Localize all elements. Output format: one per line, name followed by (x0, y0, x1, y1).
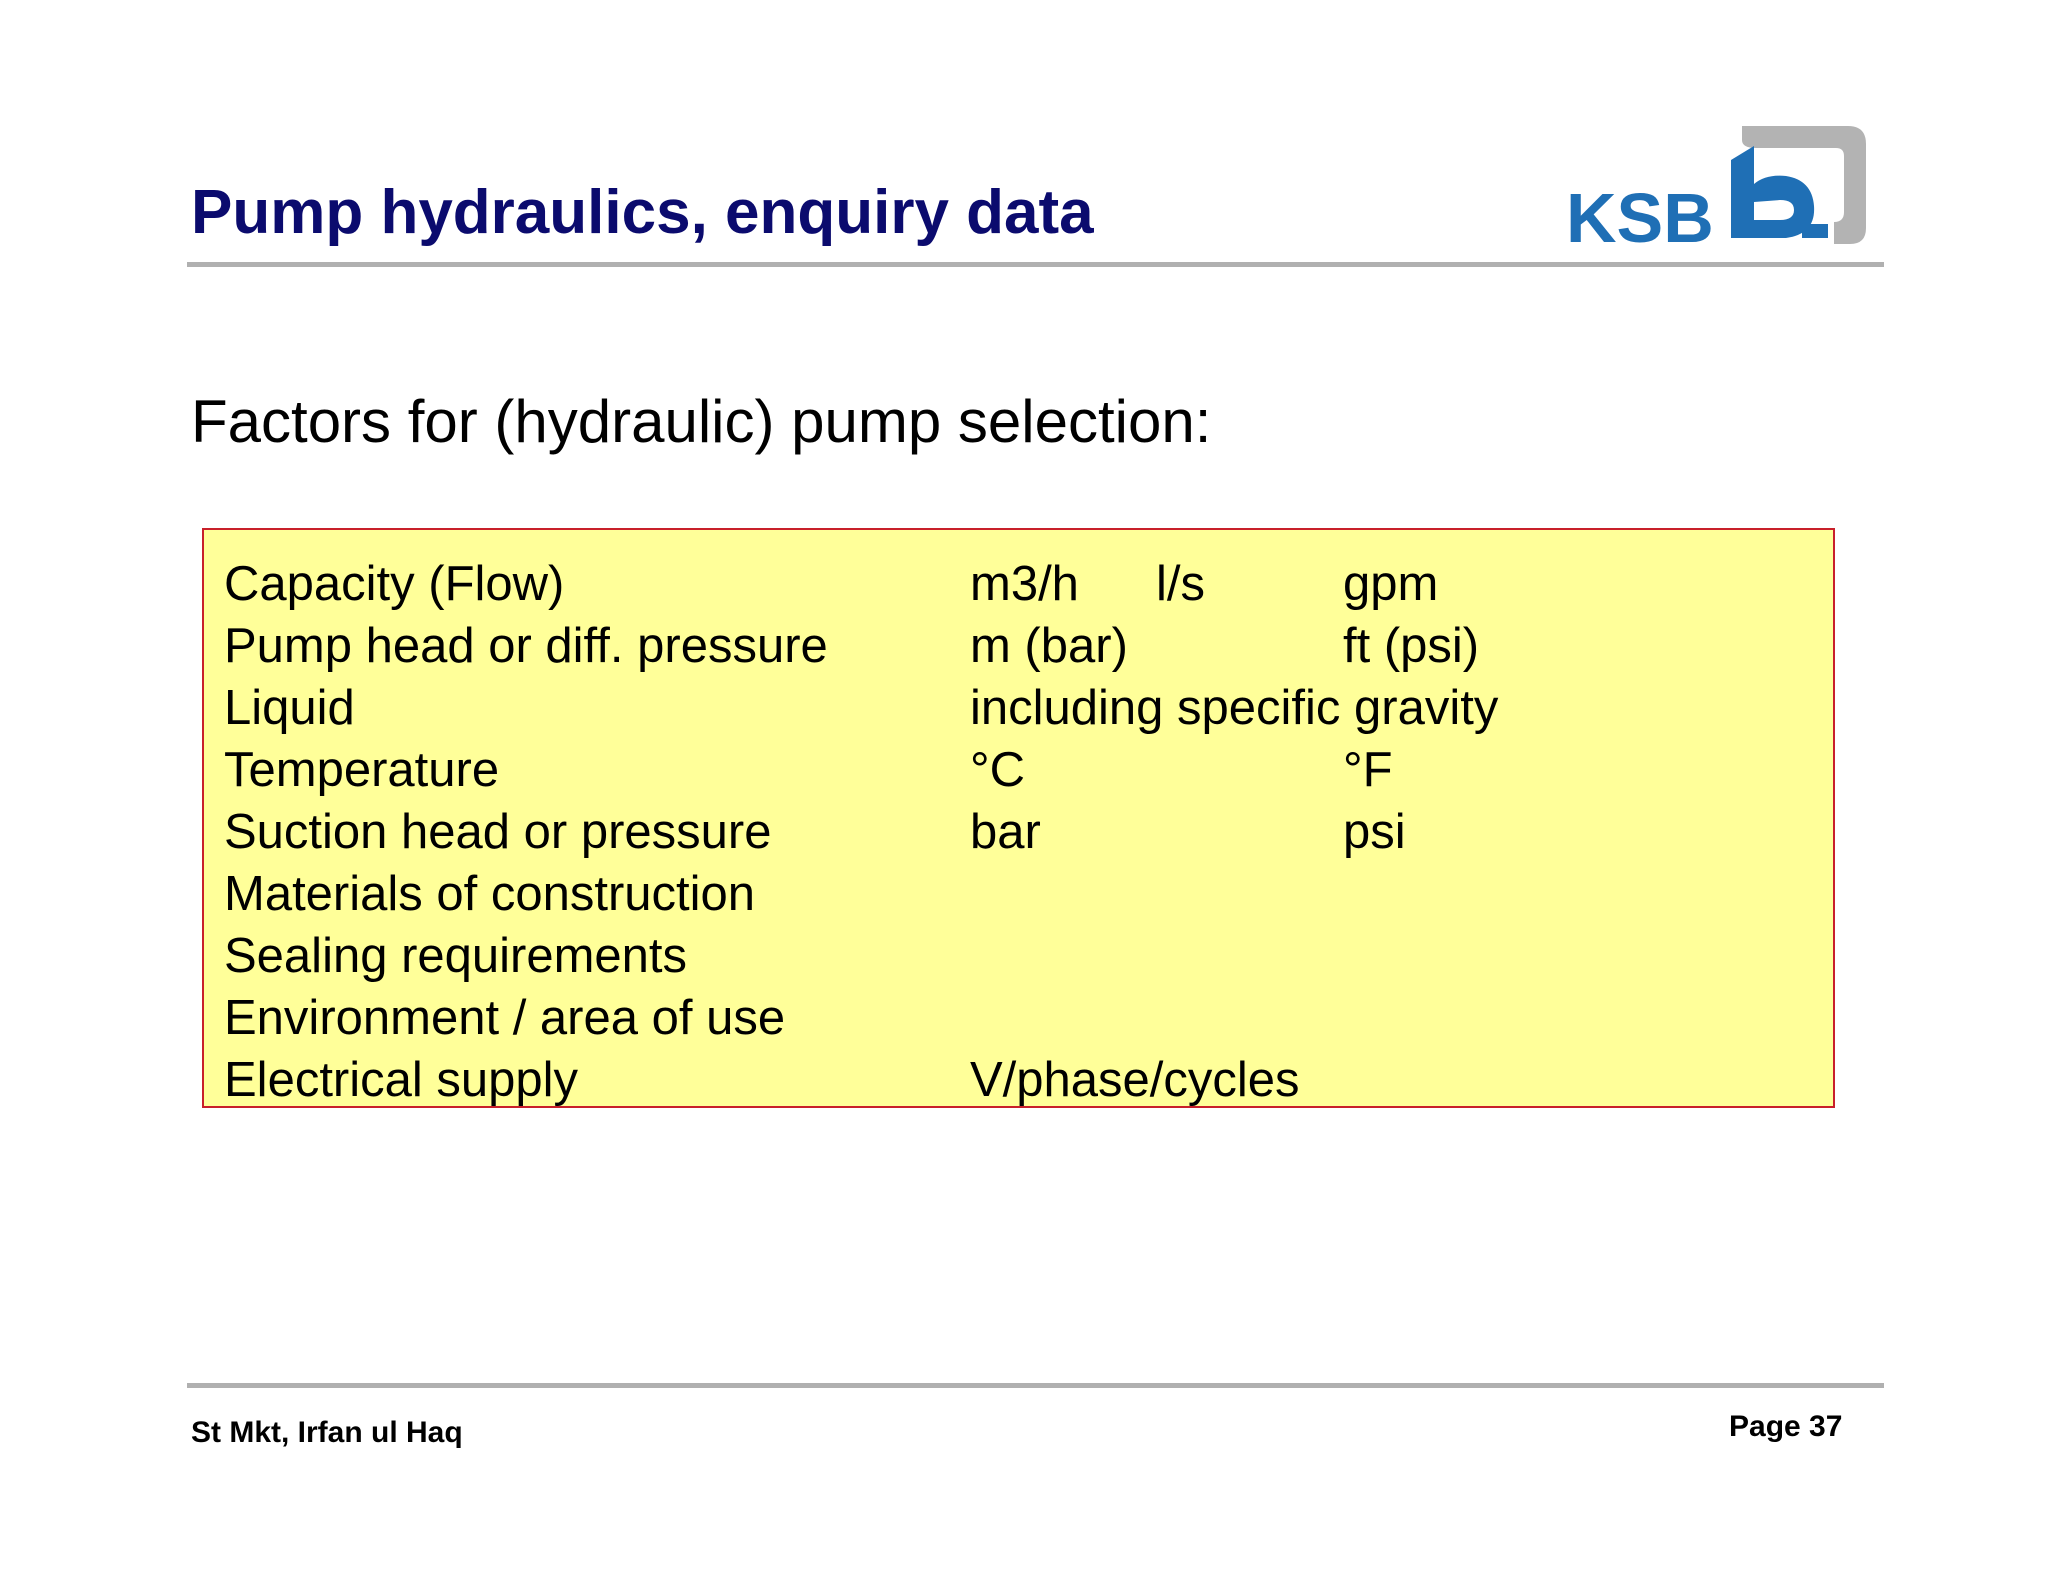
factor-unit-imperial: °F (1343, 743, 1393, 797)
factors-box (202, 528, 1835, 1108)
factor-label: Temperature (224, 743, 500, 797)
factor-label: Electrical supply (224, 1053, 579, 1107)
factor-unit-metric: m (bar) (970, 619, 1128, 673)
factor-row-temperature (204, 739, 1833, 801)
factor-label: Environment / area of use (224, 991, 786, 1045)
factor-label: Pump head or diff. pressure (224, 619, 828, 673)
factor-unit-imperial: ft (psi) (1343, 619, 1480, 673)
slide-title: Pump hydraulics, enquiry data (191, 178, 1094, 247)
ksb-logo-icon (1566, 122, 1872, 250)
factor-unit-imperial: psi (1343, 805, 1406, 859)
factor-row-electrical (204, 1049, 1833, 1111)
ksb-logo (1566, 122, 1872, 250)
factor-label: Suction head or pressure (224, 805, 772, 859)
factor-label: Materials of construction (224, 867, 756, 921)
footer-divider (187, 1383, 1884, 1388)
factor-row-sealing (204, 925, 1833, 987)
footer-author: St Mkt, Irfan ul Haq (191, 1416, 463, 1449)
factor-label: Sealing requirements (224, 929, 688, 983)
factor-unit-secondary: l/s (1156, 557, 1205, 611)
factor-unit-metric: °C (970, 743, 1025, 797)
page-number: Page 37 (1729, 1410, 1843, 1443)
factor-unit-metric: including specific gravity (970, 681, 1499, 735)
factor-row-liquid (204, 677, 1833, 739)
factor-label: Liquid (224, 681, 355, 735)
factor-row-suction (204, 801, 1833, 863)
factor-row-environment (204, 987, 1833, 1049)
factor-unit-metric: V/phase/cycles (970, 1053, 1300, 1107)
factor-row-head (204, 615, 1833, 677)
factor-label: Capacity (Flow) (224, 557, 565, 611)
factor-unit-metric: m3/h (970, 557, 1079, 611)
factor-unit-imperial: gpm (1343, 557, 1439, 611)
header-divider (187, 262, 1884, 267)
factor-row-materials (204, 863, 1833, 925)
section-subtitle: Factors for (hydraulic) pump selection: (191, 388, 1212, 455)
factor-row-capacity (204, 553, 1833, 615)
logo-text: KSB (1566, 179, 1714, 250)
factor-unit-metric: bar (970, 805, 1041, 859)
